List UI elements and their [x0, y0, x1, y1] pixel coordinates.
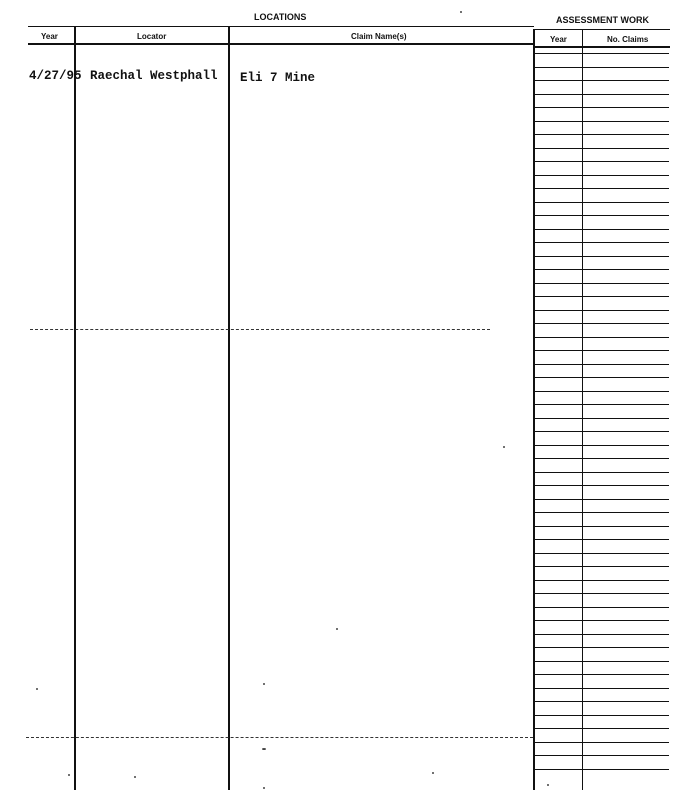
assessment-row-rule — [534, 94, 669, 95]
assessment-row-rule — [534, 769, 669, 770]
scan-speck — [263, 683, 265, 685]
assessment-row-rule — [534, 539, 669, 540]
header-bottom-rule — [28, 43, 534, 45]
dashed-separator-upper — [30, 329, 490, 330]
assessment-row-rule — [534, 215, 669, 216]
locations-heading: LOCATIONS — [254, 12, 307, 22]
assessment-row-rule — [534, 323, 669, 324]
assessment-row-rule — [534, 256, 669, 257]
year-column-header: Year — [41, 32, 58, 41]
assessment-row-rule — [534, 148, 669, 149]
assessment-row-rule — [534, 364, 669, 365]
assessment-row-rule — [534, 310, 669, 311]
assessment-row-rule — [534, 755, 669, 756]
assessment-year-divider — [582, 29, 583, 790]
year-locator-divider — [74, 26, 76, 790]
assessment-row-rule — [534, 472, 669, 473]
assessment-row-rule — [534, 593, 669, 594]
assessment-row-rule — [534, 620, 669, 621]
assessment-row-rule — [534, 67, 669, 68]
entry-locator: Raechal Westphall — [90, 69, 218, 83]
dashed-separator-lower — [26, 737, 533, 738]
assessment-row-rule — [534, 350, 669, 351]
assessment-row-rule — [534, 175, 669, 176]
assessment-row-rule — [534, 607, 669, 608]
assessment-row-rule — [534, 188, 669, 189]
locator-column-header: Locator — [137, 32, 167, 41]
claim-assessment-divider — [533, 29, 535, 790]
assessment-row-rule — [534, 499, 669, 500]
assessment-row-rule — [534, 701, 669, 702]
claim-names-column-header: Claim Name(s) — [351, 32, 407, 41]
scan-speck — [336, 628, 338, 630]
scan-speck — [460, 11, 462, 13]
assessment-row-rule — [534, 715, 669, 716]
scan-speck — [134, 776, 136, 778]
assessment-row-rule — [534, 134, 669, 135]
assessment-row-rule — [534, 53, 669, 54]
scan-speck — [262, 748, 266, 750]
assessment-row-rule — [534, 445, 669, 446]
assessment-row-rule — [534, 269, 669, 270]
assessment-row-rule — [534, 242, 669, 243]
locator-claim-divider — [228, 26, 230, 790]
assessment-year-column-header: Year — [550, 35, 567, 44]
scan-speck — [547, 784, 549, 786]
assessment-row-rule — [534, 161, 669, 162]
assessment-row-rule — [534, 202, 669, 203]
assessment-row-rule — [534, 647, 669, 648]
scan-speck — [432, 772, 434, 774]
assessment-row-rule — [534, 107, 669, 108]
assessment-row-rule — [534, 674, 669, 675]
header-top-rule — [28, 26, 534, 27]
assessment-header-top-rule — [534, 29, 670, 30]
scan-speck — [36, 688, 38, 690]
assessment-row-rule — [534, 661, 669, 662]
assessment-row-rule — [534, 337, 669, 338]
entry-year: 4/27/95 — [29, 69, 82, 83]
assessment-row-rule — [534, 728, 669, 729]
assessment-row-rule — [534, 391, 669, 392]
assessment-row-rule — [534, 580, 669, 581]
assessment-row-rule — [534, 553, 669, 554]
assessment-row-rule — [534, 431, 669, 432]
assessment-row-rule — [534, 512, 669, 513]
assessment-row-rule — [534, 229, 669, 230]
assessment-row-rule — [534, 742, 669, 743]
assessment-row-rule — [534, 404, 669, 405]
assessment-row-rule — [534, 296, 669, 297]
assessment-row-rule — [534, 458, 669, 459]
assessment-row-rule — [534, 418, 669, 419]
scan-speck — [68, 774, 70, 776]
assessment-row-rule — [534, 377, 669, 378]
assessment-row-rule — [534, 526, 669, 527]
assessment-row-rule — [534, 566, 669, 567]
assessment-row-rule — [534, 634, 669, 635]
assessment-row-rule — [534, 688, 669, 689]
assessment-row-rule — [534, 283, 669, 284]
no-claims-column-header: No. Claims — [607, 35, 649, 44]
assessment-row-rule — [534, 121, 669, 122]
assessment-row-rule — [534, 80, 669, 81]
assessment-row-rule — [534, 485, 669, 486]
scan-speck — [503, 446, 505, 448]
entry-claim-name: Eli 7 Mine — [240, 71, 316, 85]
scan-speck — [263, 787, 265, 789]
assessment-header-bottom-rule — [534, 46, 670, 48]
assessment-work-heading: ASSESSMENT WORK — [556, 15, 650, 25]
